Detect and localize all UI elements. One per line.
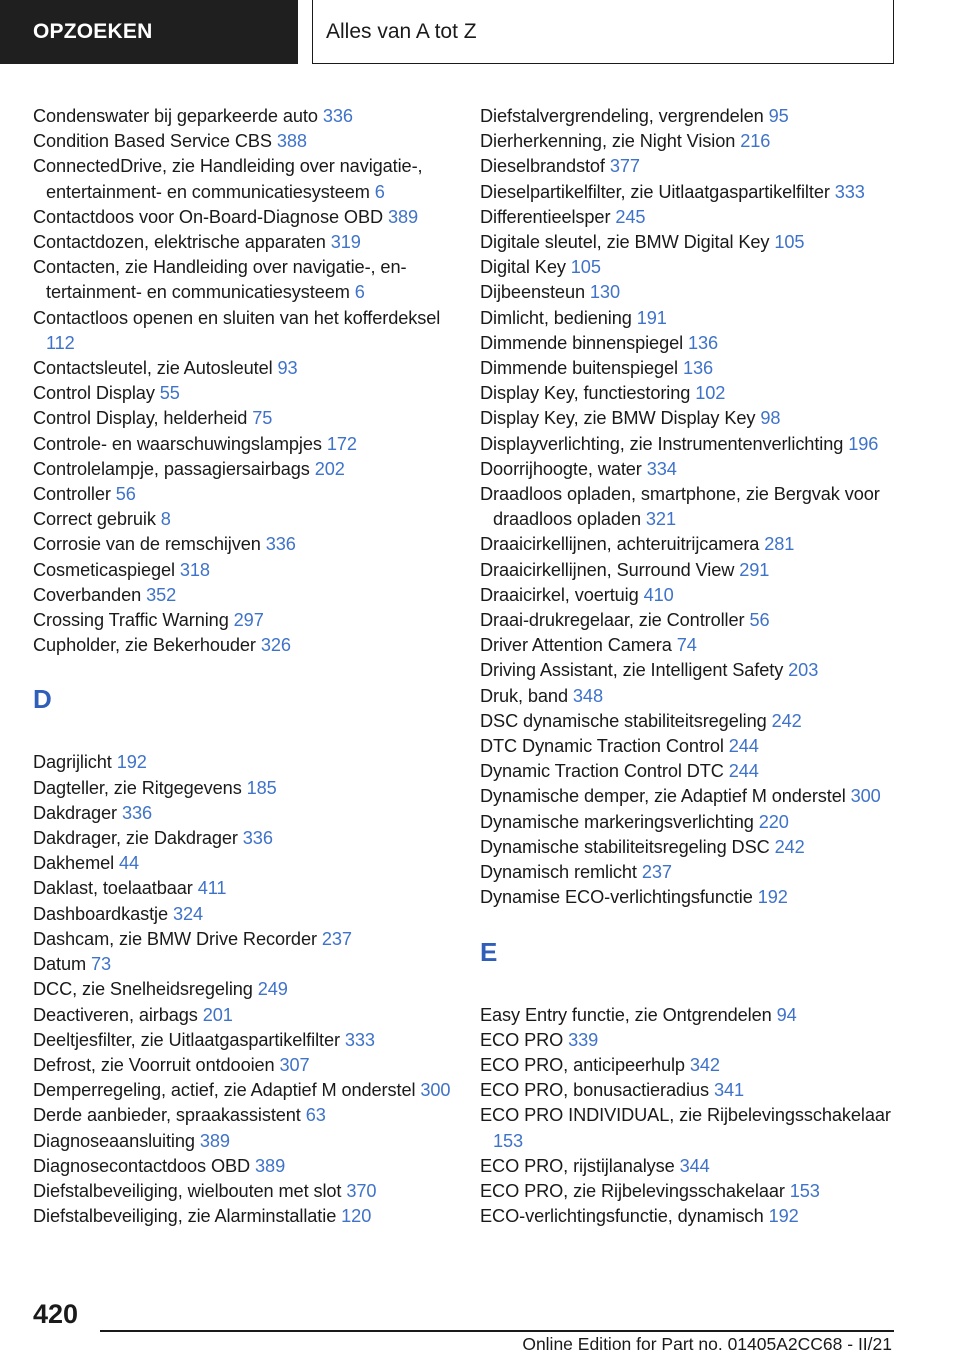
index-entry bbox=[33, 1129, 453, 1154]
index-column-left bbox=[33, 104, 453, 1229]
page-reference-link[interactable]: 307 bbox=[279, 1054, 310, 1075]
page-reference-link[interactable]: 136 bbox=[688, 332, 719, 353]
page-reference-link[interactable]: 388 bbox=[276, 131, 307, 152]
index-entry-term: Defrost, zie Voorruit ontdooien bbox=[33, 1054, 275, 1075]
page-reference-link[interactable]: 192 bbox=[757, 887, 788, 908]
index-entry-term: Contactdoos voor On-Board-Diagnose OBD bbox=[33, 206, 384, 227]
page-reference-link[interactable]: 297 bbox=[233, 610, 264, 631]
index-entry-term: Demperregeling, actief, zie Adaptief M onderstel bbox=[33, 1080, 416, 1101]
index-entry bbox=[33, 1154, 453, 1179]
page-reference-link[interactable]: 389 bbox=[255, 1155, 286, 1176]
index-entry bbox=[33, 507, 453, 532]
page-reference-link[interactable]: 192 bbox=[116, 752, 147, 773]
index-entry-term: Crossing Traffic Warning bbox=[33, 610, 229, 631]
index-entry bbox=[480, 583, 920, 608]
index-entry bbox=[33, 750, 453, 775]
index-entry-term: Draaicirkel, voertuig bbox=[480, 584, 639, 605]
index-letter-heading: E bbox=[480, 936, 498, 967]
page-reference-link[interactable]: 216 bbox=[740, 131, 771, 152]
index-entry bbox=[480, 154, 920, 179]
page-reference-link[interactable]: 98 bbox=[760, 408, 781, 429]
page-reference-link[interactable]: 348 bbox=[572, 685, 603, 706]
index-entry-term: Condenswater bij geparkeerde auto bbox=[33, 106, 318, 126]
page-number: 420 bbox=[33, 1299, 79, 1329]
index-entry bbox=[480, 684, 920, 709]
footer-divider bbox=[100, 1330, 894, 1332]
index-entry-term: Dijbeensteun bbox=[480, 282, 585, 303]
index-entry-term: Diefstalbeveiliging, zie Alarminstallatie bbox=[33, 1206, 337, 1227]
index-entry-term: Doorrijhoogte, water bbox=[480, 458, 642, 479]
page-reference-link[interactable]: 342 bbox=[689, 1054, 720, 1075]
edition-note: Online Edition for Part no. 01405A2CC68 - II/21 bbox=[522, 1334, 892, 1354]
index-entry bbox=[480, 1204, 920, 1229]
index-entry bbox=[480, 885, 920, 910]
page-reference-link[interactable]: 319 bbox=[330, 232, 361, 253]
page-reference-link[interactable]: 341 bbox=[713, 1080, 744, 1101]
index-entry bbox=[480, 734, 920, 759]
index-entry bbox=[33, 826, 453, 851]
index-entry-term: Differentieelsper bbox=[480, 206, 611, 227]
index-entry-term: ECO-verlichtingsfunctie, dynamisch bbox=[480, 1206, 764, 1227]
page-reference-link[interactable]: 130 bbox=[589, 282, 620, 303]
index-entry-term: Dimlicht, bediening bbox=[480, 307, 632, 328]
index-entry-term: Dynamic Traction Control DTC bbox=[480, 761, 724, 782]
index-entry-term: Display Key, functiestoring bbox=[480, 383, 691, 404]
page-reference-link[interactable]: 300 bbox=[420, 1080, 451, 1101]
index-entry bbox=[480, 255, 920, 280]
page-reference-link[interactable]: 196 bbox=[848, 433, 879, 454]
index-entry bbox=[480, 356, 920, 381]
index-entry bbox=[480, 1103, 920, 1153]
page-reference-link[interactable]: 73 bbox=[91, 954, 112, 975]
page-reference-link[interactable]: 93 bbox=[277, 358, 298, 379]
index-entry bbox=[480, 432, 920, 457]
page-reference-link[interactable]: 344 bbox=[679, 1155, 710, 1176]
index-entry bbox=[33, 482, 453, 507]
index-entry-term: Dimmende binnenspiegel bbox=[480, 332, 684, 353]
index-entry-term: Contacten, zie Handleiding over navigatie-, entertainment- en communicatiesysteem bbox=[33, 257, 407, 303]
page-reference-link[interactable]: 172 bbox=[326, 433, 357, 454]
page-reference-link[interactable]: 56 bbox=[749, 610, 770, 631]
page-reference-link[interactable]: 63 bbox=[305, 1105, 326, 1126]
page-reference-link[interactable]: 237 bbox=[641, 862, 672, 883]
page-reference-link[interactable]: 244 bbox=[728, 736, 759, 757]
index-entry bbox=[480, 406, 920, 431]
page-reference-link[interactable]: 56 bbox=[115, 484, 136, 505]
index-entry-term: ECO PRO, rijstijlanalyse bbox=[480, 1155, 675, 1176]
page-reference-link[interactable]: 136 bbox=[682, 358, 713, 379]
index-entry bbox=[33, 1003, 453, 1028]
index-entry-term: Displayverlichting, zie Instrumentenverlichting bbox=[480, 433, 844, 454]
index-entry-term: Digital Key bbox=[480, 257, 566, 278]
page-reference-link[interactable]: 153 bbox=[493, 1130, 524, 1151]
index-entry bbox=[480, 1179, 920, 1204]
index-entry bbox=[480, 331, 920, 356]
index-entry-term: DSC dynamische stabiliteitsregeling bbox=[480, 710, 767, 731]
page-reference-link[interactable]: 55 bbox=[159, 383, 180, 404]
index-entry-term: Dakhemel bbox=[33, 853, 115, 874]
index-entry bbox=[33, 154, 453, 204]
index-entry bbox=[480, 306, 920, 331]
page-reference-link[interactable]: 318 bbox=[179, 559, 210, 580]
section-label: OPZOEKEN bbox=[33, 20, 153, 43]
index-entry bbox=[33, 306, 453, 356]
index-entry bbox=[480, 658, 920, 683]
index-entry bbox=[33, 851, 453, 876]
index-entry-term: Dimmende buitenspiegel bbox=[480, 358, 678, 379]
index-entry-term: DCC, zie Snelheidsregeling bbox=[33, 979, 253, 1000]
index-entry-term: Easy Entry functie, zie Ontgrendelen bbox=[480, 1004, 772, 1025]
index-entry bbox=[480, 810, 920, 835]
page-reference-link[interactable]: 242 bbox=[774, 836, 805, 857]
page-reference-link[interactable]: 153 bbox=[789, 1180, 820, 1201]
index-entry bbox=[33, 776, 453, 801]
index-entry bbox=[480, 709, 920, 734]
index-entry bbox=[33, 381, 453, 406]
index-entry-term: Control Display bbox=[33, 383, 155, 404]
index-entry bbox=[480, 1028, 920, 1053]
index-entry bbox=[33, 1053, 453, 1078]
page-reference-link[interactable]: 410 bbox=[643, 584, 674, 605]
index-entry-term: Druk, band bbox=[480, 685, 568, 706]
index-entry bbox=[33, 1028, 453, 1053]
index-entry-term: Diagnosecontactdoos OBD bbox=[33, 1155, 251, 1176]
page-reference-link[interactable]: 102 bbox=[695, 383, 726, 404]
index-entry bbox=[480, 104, 920, 129]
index-entry bbox=[480, 1003, 920, 1028]
index-entry-term: Daklast, toelaatbaar bbox=[33, 878, 193, 899]
index-entry bbox=[480, 1078, 920, 1103]
index-entry-term: ECO PRO INDIVIDUAL, zie Rijbelevingsschakelaar bbox=[480, 1105, 891, 1126]
index-entry-term: Cosmeticaspiegel bbox=[33, 559, 175, 580]
index-entry bbox=[480, 608, 920, 633]
page-reference-link[interactable]: 112 bbox=[46, 332, 75, 353]
index-entry-term: Draaicirkellijnen, Surround View bbox=[480, 559, 735, 580]
page-reference-link[interactable]: 334 bbox=[646, 458, 677, 479]
index-entry-term: Draadloos opladen, smartphone, zie Bergvak voor draadloos opladen bbox=[480, 484, 880, 530]
index-entry-term: Dashcam, zie BMW Drive Recorder bbox=[33, 928, 317, 949]
index-entry-term: Diefstalbeveiliging, wielbouten met slot bbox=[33, 1180, 342, 1201]
index-letter-heading: D bbox=[33, 684, 52, 715]
page-reference-link[interactable]: 191 bbox=[636, 307, 667, 328]
page-reference-link[interactable]: 202 bbox=[314, 458, 345, 479]
page-reference-link[interactable]: 185 bbox=[246, 777, 277, 798]
index-entry-term: Contactdozen, elektrische apparaten bbox=[33, 232, 326, 253]
index-entry-term: Condition Based Service CBS bbox=[33, 131, 272, 152]
index-entry-term: Controlelampje, passagiersairbags bbox=[33, 458, 310, 479]
index-entry-term: Dynamise ECO-verlichtingsfunctie bbox=[480, 887, 753, 908]
page-reference-link[interactable]: 237 bbox=[321, 928, 352, 949]
index-entry bbox=[33, 558, 453, 583]
page-reference-link[interactable]: 94 bbox=[776, 1004, 797, 1025]
index-entry-term: Dynamische markeringsverlichting bbox=[480, 811, 754, 832]
index-entry-term: Draai-drukregelaar, zie Controller bbox=[480, 610, 745, 631]
page-reference-link[interactable]: 370 bbox=[346, 1180, 377, 1201]
page-reference-link[interactable]: 291 bbox=[739, 559, 770, 580]
page-reference-link[interactable]: 336 bbox=[242, 828, 273, 849]
index-entry bbox=[480, 230, 920, 255]
index-entry bbox=[480, 860, 920, 885]
index-entry bbox=[480, 381, 920, 406]
index-entry-term: DTC Dynamic Traction Control bbox=[480, 736, 724, 757]
index-entry-term: Datum bbox=[33, 954, 87, 975]
page-reference-link[interactable]: 192 bbox=[768, 1206, 799, 1227]
index-entry-term: Contactloos openen en sluiten van het kofferdeksel bbox=[33, 307, 441, 328]
index-entry bbox=[33, 1103, 453, 1128]
page-reference-link[interactable]: 352 bbox=[146, 584, 177, 605]
index-entry bbox=[480, 457, 920, 482]
page-reference-link[interactable]: 324 bbox=[172, 903, 203, 924]
index-entry-term: Derde aanbieder, spraakassistent bbox=[33, 1105, 301, 1126]
page-reference-link[interactable]: 105 bbox=[570, 257, 601, 278]
index-entry bbox=[33, 977, 453, 1002]
page-reference-link[interactable]: 333 bbox=[834, 181, 865, 202]
index-entry bbox=[480, 1154, 920, 1179]
index-entry bbox=[33, 902, 453, 927]
index-entry bbox=[480, 1053, 920, 1078]
page-reference-link[interactable]: 105 bbox=[774, 232, 805, 253]
index-entry-term: Deactiveren, airbags bbox=[33, 1004, 198, 1025]
page-reference-link[interactable]: 411 bbox=[197, 878, 227, 899]
index-entry bbox=[33, 457, 453, 482]
index-entry-term: Dashboardkastje bbox=[33, 903, 168, 924]
index-entry bbox=[33, 129, 453, 154]
index-entry-term: Draaicirkellijnen, achteruitrijcamera bbox=[480, 534, 760, 555]
index-entry-term: Dynamische stabiliteitsregeling DSC bbox=[480, 836, 770, 857]
page-reference-link[interactable]: 120 bbox=[341, 1206, 372, 1227]
index-entry-term: Contactsleutel, zie Autosleutel bbox=[33, 358, 273, 379]
index-entry bbox=[480, 180, 920, 205]
index-entry-term: Correct gebruik bbox=[33, 509, 156, 530]
index-entry bbox=[33, 205, 453, 230]
page-reference-link[interactable]: 389 bbox=[199, 1130, 230, 1151]
page-reference-link[interactable]: 220 bbox=[758, 811, 789, 832]
page-header bbox=[312, 0, 894, 64]
index-entry bbox=[33, 952, 453, 977]
index-entry bbox=[480, 205, 920, 230]
index-entry bbox=[33, 608, 453, 633]
index-entry bbox=[33, 432, 453, 457]
index-entry bbox=[480, 482, 920, 532]
index-entry-term: Display Key, zie BMW Display Key bbox=[480, 408, 756, 429]
page-reference-link[interactable]: 75 bbox=[252, 408, 273, 429]
page-reference-link[interactable]: 336 bbox=[322, 106, 353, 126]
index-entry-term: Digitale sleutel, zie BMW Digital Key bbox=[480, 232, 770, 253]
page-reference-link[interactable]: 244 bbox=[728, 761, 759, 782]
section-tab bbox=[0, 0, 298, 64]
index-entry bbox=[33, 583, 453, 608]
page-reference-link[interactable]: 326 bbox=[260, 635, 291, 656]
page-reference-link[interactable]: 6 bbox=[374, 181, 385, 202]
page-reference-link[interactable]: 333 bbox=[344, 1029, 375, 1050]
page-reference-link[interactable]: 8 bbox=[160, 509, 171, 530]
index-entry-term: Dagteller, zie Ritgegevens bbox=[33, 777, 242, 798]
index-entry-term: ConnectedDrive, zie Handleiding over navigatie-, entertainment- en communicatiesysteem bbox=[33, 156, 423, 202]
index-entry bbox=[33, 532, 453, 557]
index-entry-term: Cupholder, zie Bekerhouder bbox=[33, 635, 256, 656]
page-reference-link[interactable]: 281 bbox=[764, 534, 795, 555]
index-entry-term: Dieselpartikelfilter, zie Uitlaatgaspartikelfilter bbox=[480, 181, 830, 202]
index-entry bbox=[480, 558, 920, 583]
index-entry bbox=[33, 1179, 453, 1204]
index-entry bbox=[33, 1078, 453, 1103]
page-reference-link[interactable]: 377 bbox=[609, 156, 640, 177]
page-reference-link[interactable]: 201 bbox=[202, 1004, 233, 1025]
index-entry-term: Dieselbrandstof bbox=[480, 156, 605, 177]
page-reference-link[interactable]: 44 bbox=[119, 853, 140, 874]
index-entry bbox=[33, 104, 453, 129]
index-entry bbox=[33, 255, 453, 305]
index-entry-term: Coverbanden bbox=[33, 584, 142, 605]
index-entry bbox=[480, 532, 920, 557]
index-entry-term: Dynamisch remlicht bbox=[480, 862, 637, 883]
page-reference-link[interactable]: 245 bbox=[615, 206, 646, 227]
page-reference-link[interactable]: 203 bbox=[788, 660, 819, 681]
index-entry-term: Diagnoseaansluiting bbox=[33, 1130, 195, 1151]
index-entry-term: Dynamische demper, zie Adaptief M onderstel bbox=[480, 786, 846, 807]
index-entry-term: Corrosie van de remschijven bbox=[33, 534, 261, 555]
page-reference-link[interactable]: 336 bbox=[265, 534, 296, 555]
index-entry bbox=[480, 835, 920, 860]
index-entry-term: ECO PRO, zie Rijbelevingsschakelaar bbox=[480, 1180, 785, 1201]
index-column-right bbox=[480, 104, 920, 1229]
page-reference-link[interactable]: 6 bbox=[354, 282, 365, 303]
index-entry-term: Diefstalvergrendeling, vergrendelen bbox=[480, 106, 764, 126]
page-reference-link[interactable]: 389 bbox=[387, 206, 419, 227]
index-entry bbox=[33, 356, 453, 381]
index-entry-term: Controller bbox=[33, 484, 111, 505]
index-entry-term: ECO PRO, anticipeerhulp bbox=[480, 1054, 685, 1075]
index-entry bbox=[480, 129, 920, 154]
index-entry-term: Dakdrager bbox=[33, 802, 118, 823]
page-reference-link[interactable]: 336 bbox=[121, 802, 153, 823]
index-entry-term: ECO PRO, bonusactieradius bbox=[480, 1080, 709, 1101]
index-entry-term: Dakdrager, zie Dakdrager bbox=[33, 828, 238, 849]
page-reference-link[interactable]: 74 bbox=[676, 635, 697, 656]
index-entry bbox=[33, 801, 453, 826]
index-entry bbox=[480, 280, 920, 305]
index-entry-term: Controle- en waarschuwingslampjes bbox=[33, 433, 322, 454]
index-entry-term: Driver Attention Camera bbox=[480, 635, 672, 656]
index-entry bbox=[480, 759, 920, 784]
index-entry-term: Driving Assistant, zie Intelligent Safety bbox=[480, 660, 784, 681]
index-entry bbox=[33, 406, 453, 431]
index-entry bbox=[33, 230, 453, 255]
index-entry bbox=[480, 784, 920, 809]
page-reference-link[interactable]: 300 bbox=[850, 786, 881, 807]
index-entry-term: Dagrijlicht bbox=[33, 752, 112, 773]
index-entry bbox=[33, 876, 453, 901]
page-reference-link[interactable]: 339 bbox=[568, 1029, 599, 1050]
page-reference-link[interactable]: 242 bbox=[771, 710, 802, 731]
index-entry-term: Control Display, helderheid bbox=[33, 408, 248, 429]
index-entry-term: ECO PRO bbox=[480, 1029, 564, 1050]
page-title: Alles van A tot Z bbox=[326, 19, 477, 43]
index-entry-term: Dierherkenning, zie Night Vision bbox=[480, 131, 736, 152]
page-reference-link[interactable]: 249 bbox=[257, 979, 288, 1000]
index-entry bbox=[33, 633, 453, 658]
page-reference-link[interactable]: 321 bbox=[645, 509, 676, 530]
index-entry bbox=[33, 1204, 453, 1229]
index-entry-term: Deeltjesfilter, zie Uitlaatgaspartikelfilter bbox=[33, 1029, 340, 1050]
index-entry bbox=[33, 927, 453, 952]
page-reference-link[interactable]: 95 bbox=[768, 106, 789, 126]
index-entry bbox=[480, 633, 920, 658]
